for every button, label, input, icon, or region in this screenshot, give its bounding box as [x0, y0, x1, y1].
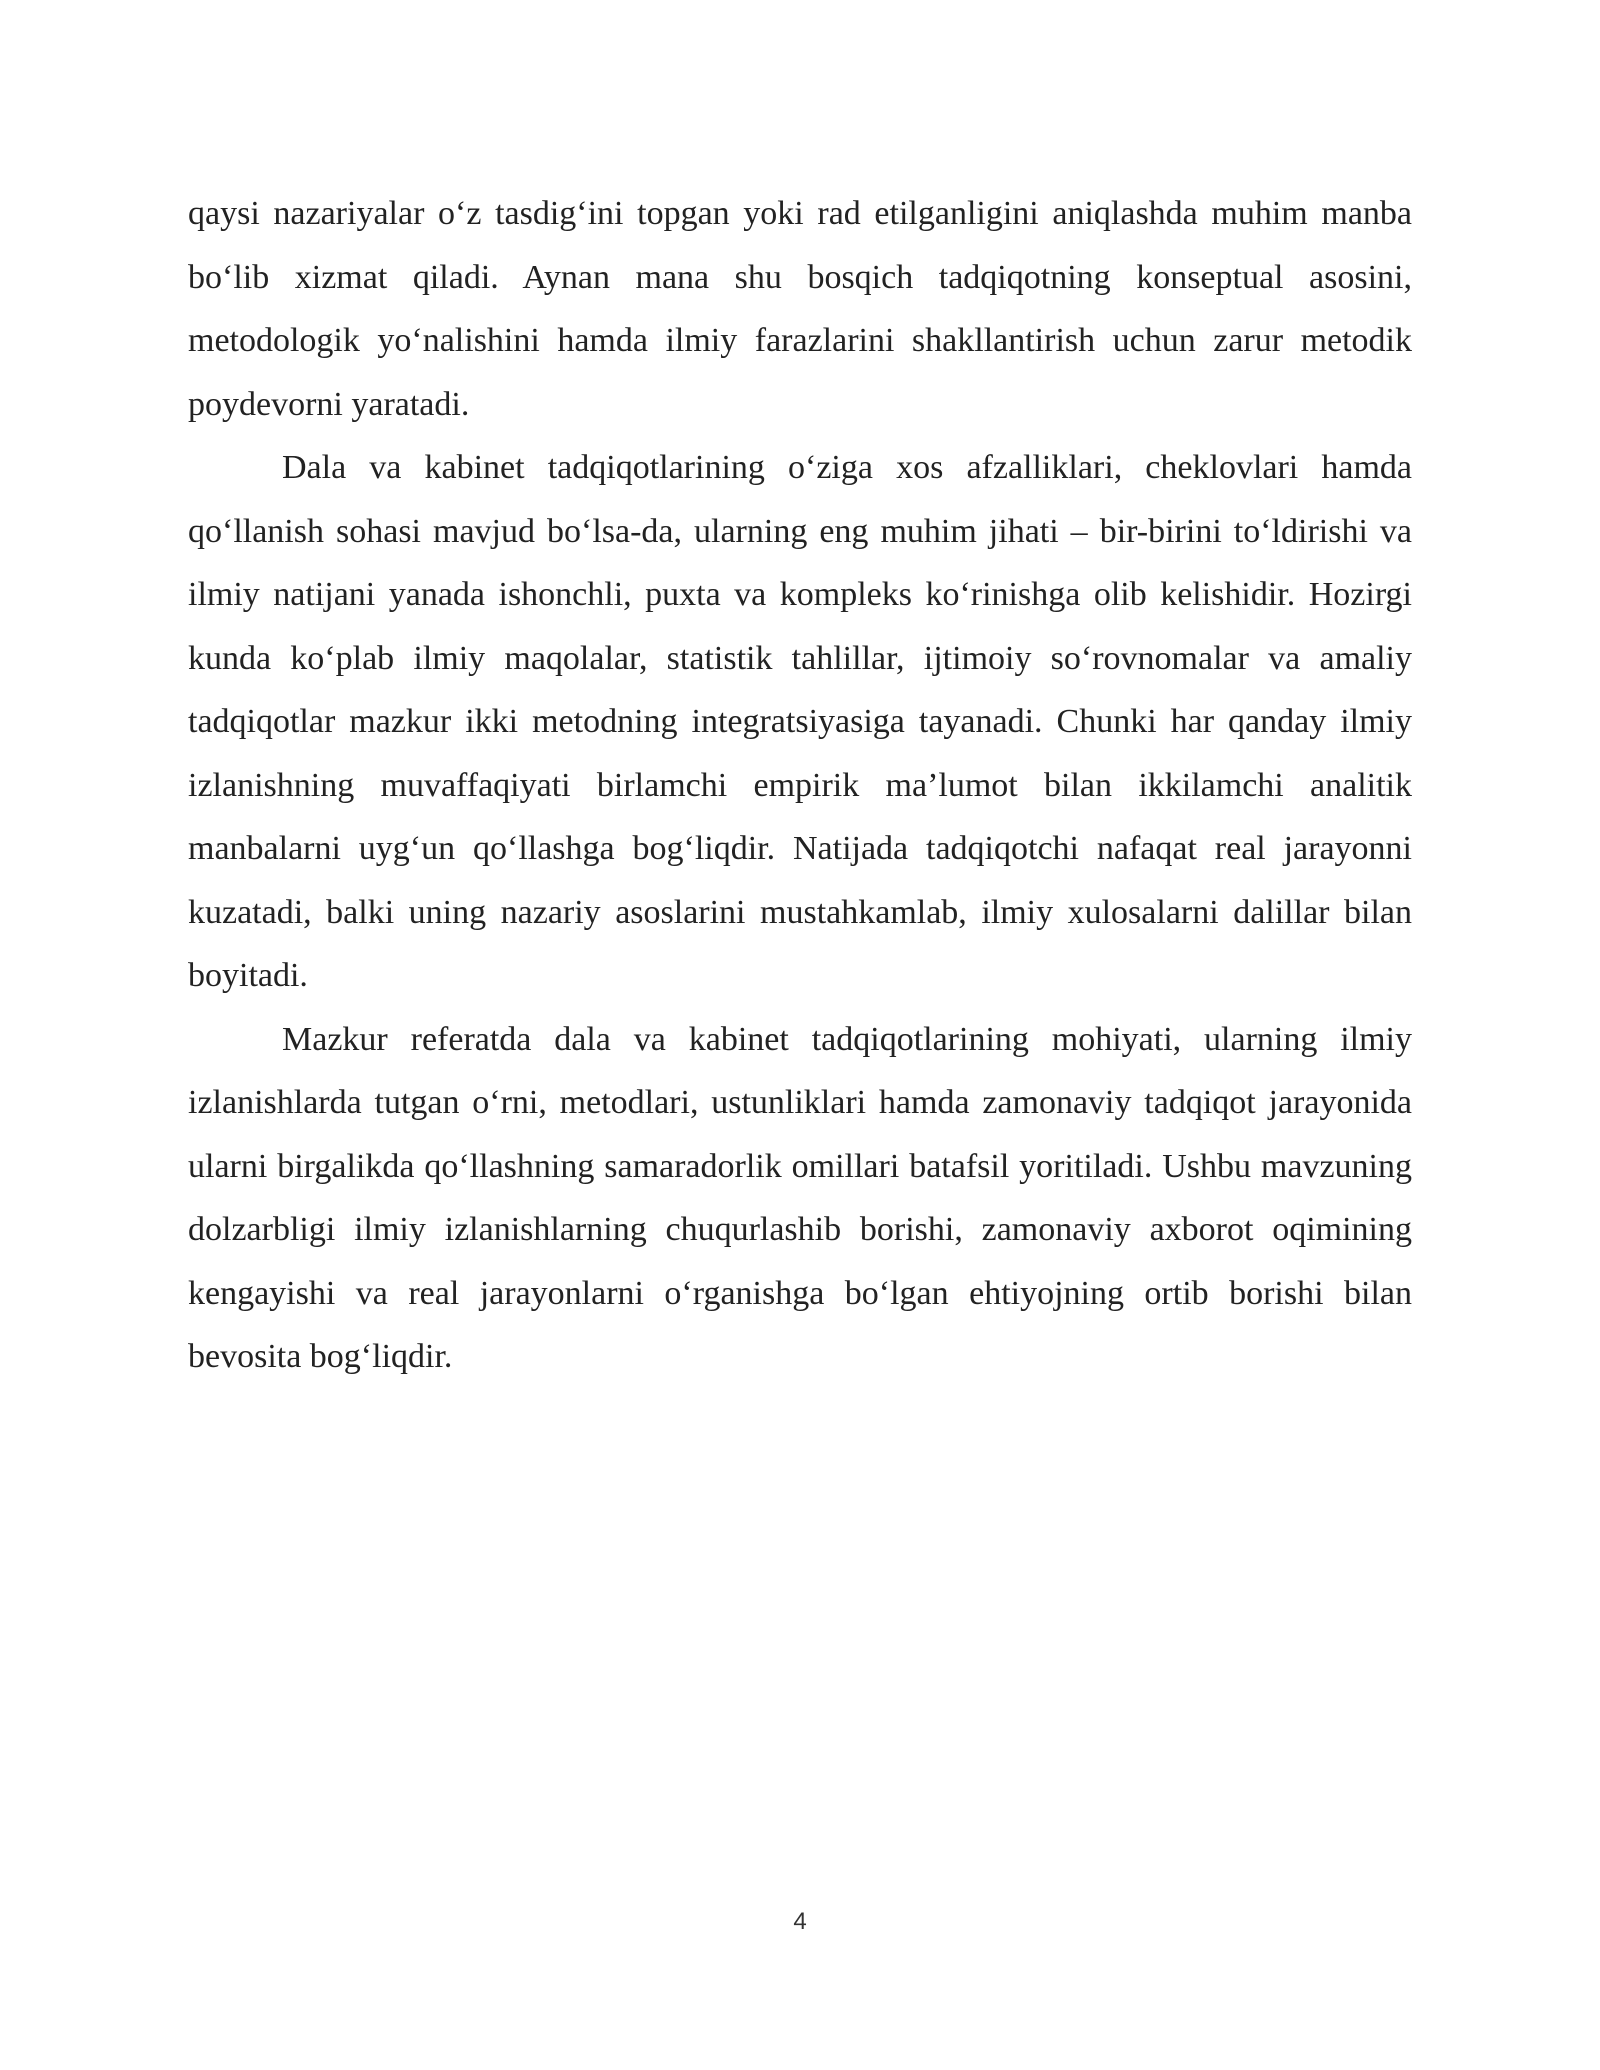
body-text [188, 182, 1412, 1389]
paragraph: Dala va kabinet tadqiqotlarining o‘ziga xos afzalliklari, cheklovlari hamda qo‘llanish sohasi mavjud bo‘lsa-da, ularning eng muhim jihati – bir-birini to‘ldirishi va ilmiy natijani yanada ishonchli, puxta va kompleks ko‘rinishga olib kelishidir. Hozirgi kunda ko‘plab ilmiy maqolalar, statistik tahlillar, ijtimoiy so‘rovnomalar va amaliy tadqiqotlar mazkur ikki metodning integratsiyasiga tayanadi. Chunki har qanday ilmiy izlanishning muvaffaqiyati birlamchi empirik ma’lumot bilan ikkilamchi analitik manbalarni uyg‘un qo‘llashga bog‘liqdir. Natijada tadqiqotchi nafaqat real jarayonni kuzatadi, balki uning nazariy asoslarini mustahkamlab, ilmiy xulosalarni dalillar bilan boyitadi. [188, 449, 1412, 994]
page-number: 4 [793, 1908, 807, 1935]
paragraph: Mazkur referatda dala va kabinet tadqiqotlarining mohiyati, ularning ilmiy izlanishlarda tutgan o‘rni, metodlari, ustunliklari hamda zamonaviy tadqiqot jarayonida ularni birgalikda qo‘llashning samaradorlik omillari batafsil yoritiladi. Ushbu mavzuning dolzarbligi ilmiy izlanishlarning chuqurlashib borishi, zamonaviy axborot oqimining kengayishi va real jarayonlarni o‘rganishga bo‘lgan ehtiyojning ortib borishi bilan bevosita bog‘liqdir. [188, 1020, 1412, 1375]
paragraph-continuation: qaysi nazariyalar o‘z tasdig‘ini topgan yoki rad etilganligini aniqlashda muhim manba bo‘lib xizmat qiladi. Aynan mana shu bosqich tadqiqotning konseptual asosini, metodologik yo‘nalishini hamda ilmiy farazlarini shakllantirish uchun zarur metodik poydevorni yaratadi. [188, 195, 1412, 423]
